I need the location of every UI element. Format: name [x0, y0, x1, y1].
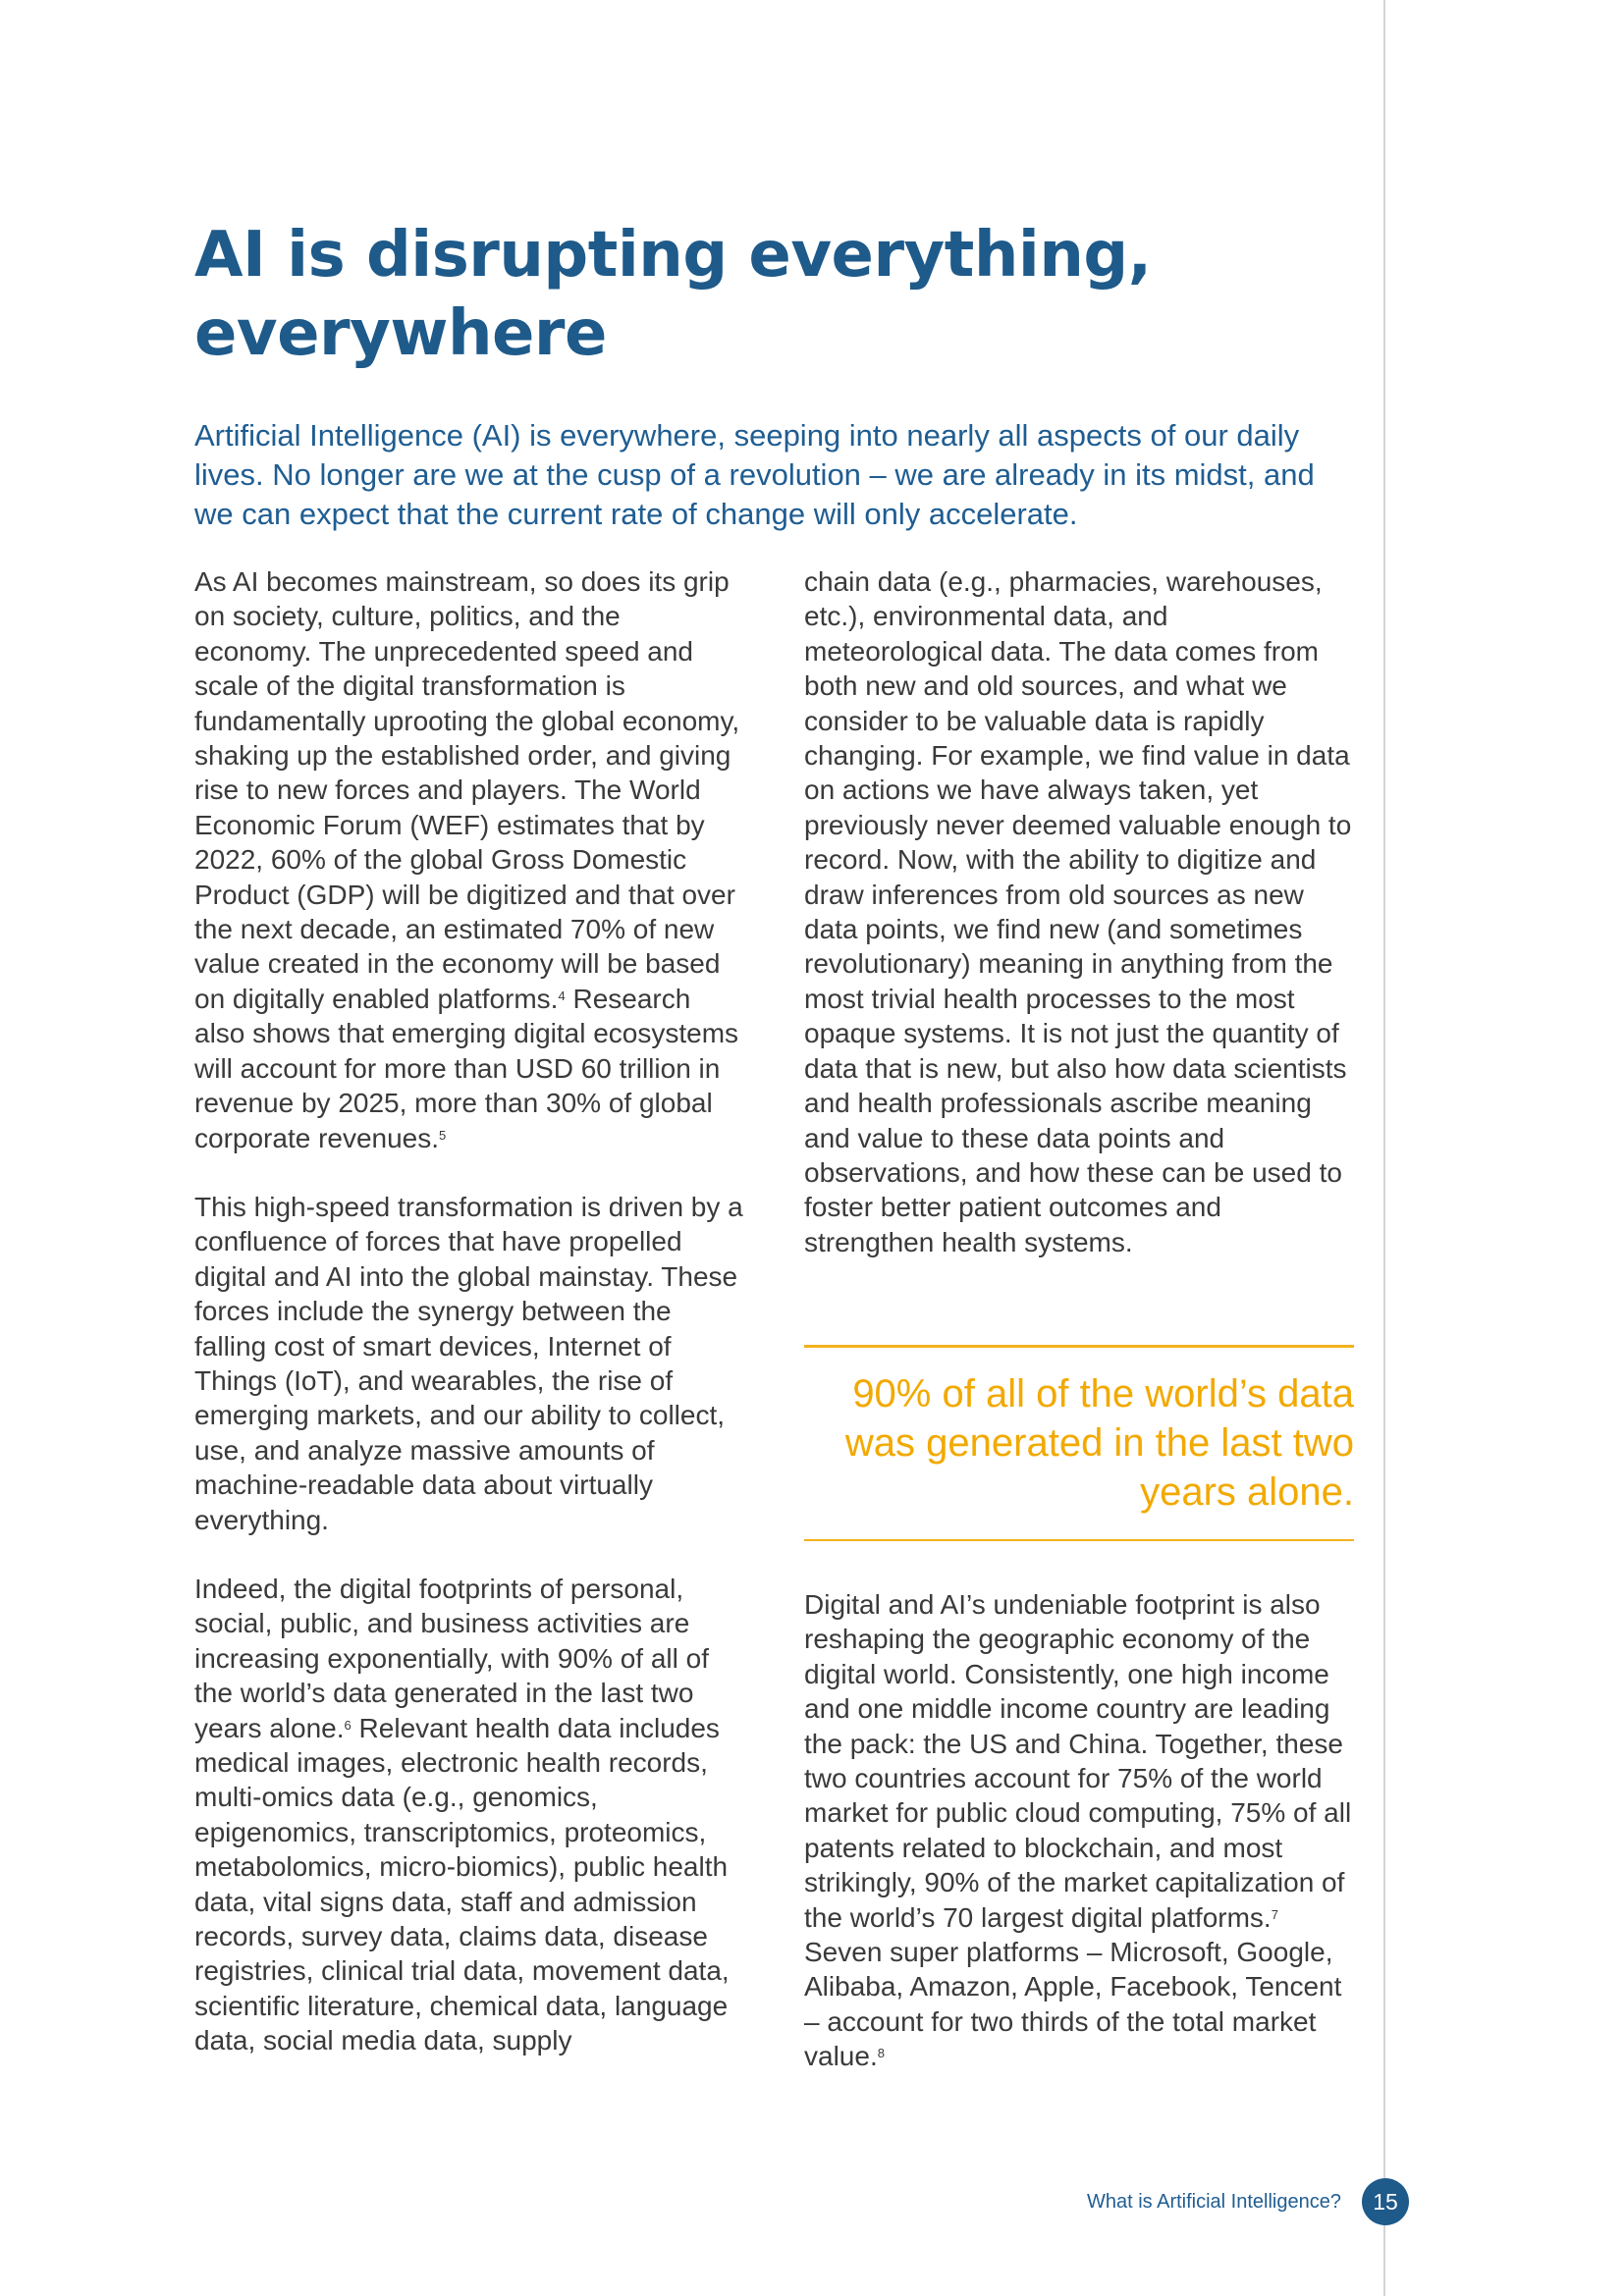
- page-number-badge: 15: [1362, 2178, 1409, 2225]
- right-column-top: [804, 564, 1354, 1294]
- page-title: AI is disrupting everything, everywhere: [194, 219, 1152, 370]
- body-paragraph: This high-speed transformation is driven by a confluence of forces that have propelled digital and AI into the global mainstay. These forces include the synergy between the falling cost of smart devices, Internet of Things (IoT), and wearables, the rise of emerging markets, and our ability to collect, use, and analyze massive amounts of machine-readable data about virtually everything.: [194, 1191, 743, 1535]
- paragraph-text: Digital and AI’s undeniable footprint is also reshaping the geographic economy of the digital world. Consistently, one high income and one middle income country are leading the pack: the US and China. Together, these two countries account for 75% of the world market for public cloud computing, 75% of all patents related to blockchain, and most strikingly, 90% of the market capitalization of the world’s 70 largest digital platforms.: [804, 1589, 1352, 1933]
- body-paragraph: chain data (e.g., pharmacies, warehouses, etc.), environmental data, and meteorological data. The data comes from both new and old sources, and what we consider to be valuable data is rapidly changing. For example, we find value in data on actions we have always taken, yet previously never deemed valuable enough to record. Now, with the ability to digitize and draw inferences from old sources as new data points, we find new (and sometimes revolutionary) meaning in anything from the most trivial health processes to the most opaque systems. It is not just the quantity of data that is new, but also how data scientists and health professionals ascribe meaning and value to these data points and observations, and how these can be used to foster better patient outcomes and strengthen health systems.: [804, 566, 1352, 1257]
- footnote-ref: 7: [1271, 1906, 1278, 1922]
- footnote-ref: 6: [344, 1717, 352, 1733]
- footnote-ref: 8: [877, 2046, 885, 2061]
- body-paragraph: [194, 564, 744, 1155]
- page-edge-divider: [1383, 0, 1385, 2296]
- pull-quote: 90% of all of the world’s data was generated in the last two years alone.: [804, 1345, 1354, 1541]
- right-column-bottom: [804, 1587, 1354, 2109]
- left-column: [194, 564, 744, 2093]
- paragraph-text: Seven super platforms – Microsoft, Google, Alibaba, Amazon, Apple, Facebook, Tencent – account for two thirds of the total market value.: [804, 1937, 1342, 2072]
- paragraph-text: Indeed, the digital footprints of personal, social, public, and business activities are increasing exponentially, with 90% of all of the world’s data generated in the last two years alone.: [194, 1573, 710, 1743]
- body-paragraph: [194, 1572, 744, 2058]
- footnote-ref: 4: [558, 988, 566, 1003]
- paragraph-text: As AI becomes mainstream, so does its grip on society, culture, politics, and the economy. The unprecedented speed and scale of the digital transformation is fundamentally uprooting the global economy, shaking up the established order, and giving rise to new forces and players. The World Economic Forum (WEF) estimates that by 2022, 60% of the global Gross Domestic Product (GDP) will be digitized and that over the next decade, an estimated 70% of new value created in the economy will be based on digitally enabled platforms.: [194, 566, 740, 1014]
- body-paragraph: [804, 1587, 1354, 2074]
- footer-section-label: What is Artificial Intelligence?: [1086, 2191, 1341, 2213]
- intro-paragraph: Artificial Intelligence (AI) is everywhere, seeping into nearly all aspects of our daily lives. No longer are we at the cusp of a revolution – we are already in its midst, and we can expect that the current rate of change will only accelerate.: [194, 418, 1315, 531]
- paragraph-text: Relevant health data includes medical images, electronic health records, multi-omics data (e.g., genomics, epigenomics, transcriptomics, proteomics, metabolomics, micro-biomics), public health data, vital signs data, staff and admission records, survey data, claims data, disease registries, clinical trial data, movement data, scientific literature, chemical data, language data, social media data, supply: [194, 1712, 730, 2056]
- paragraph-text: Research also shows that emerging digital ecosystems will account for more than USD 60 trillion in revenue by 2025, more than 30% of global corporate revenues.: [194, 983, 739, 1153]
- footnote-ref: 5: [439, 1127, 447, 1143]
